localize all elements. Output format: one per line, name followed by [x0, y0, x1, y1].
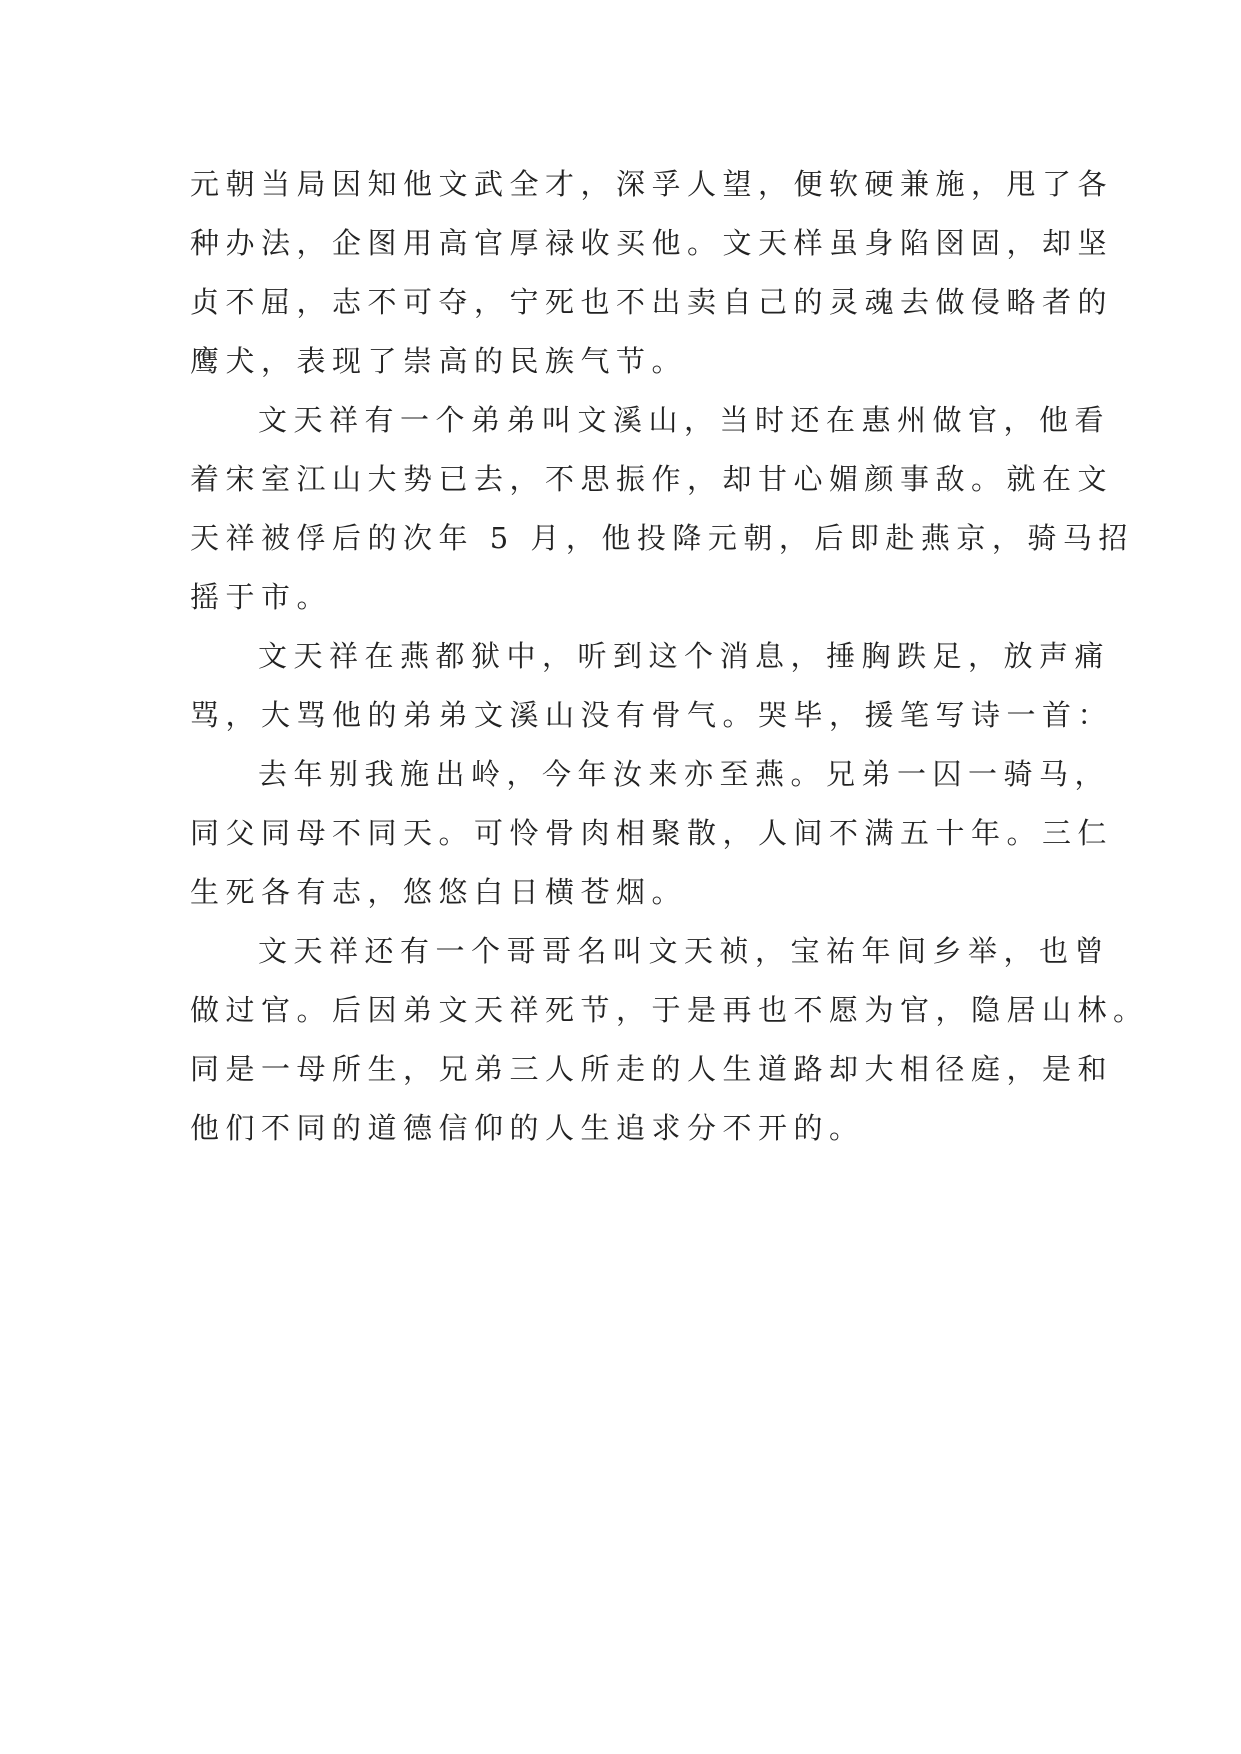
text-line: 鹰犬，表现了崇高的民族气节。 — [190, 344, 688, 378]
text-line: 做过官。后因弟文天祥死节，于是再也不愿为官，隐居山林。 — [190, 993, 1149, 1027]
text-line: 着宋室江山大势已去，不思振作，却甘心媚颜事敌。就在文 — [190, 462, 1114, 496]
body-text — [190, 155, 1149, 1158]
text-line: 天祥被俘后的次年 5 月，他投降元朝，后即赴燕京，骑马招 — [190, 521, 1134, 555]
text-line: 元朝当局因知他文武全才，深孚人望，便软硬兼施，甩了各 — [190, 167, 1114, 201]
poem-line: 同父同母不同天。可怜骨肉相聚散，人间不满五十年。三仁 — [190, 816, 1114, 850]
paragraph-first-line: 文天祥在燕都狱中，听到这个消息，捶胸跌足，放声痛 — [258, 639, 1111, 673]
text-line: 骂，大骂他的弟弟文溪山没有骨气。哭毕，援笔写诗一首： — [190, 698, 1114, 732]
text-line: 贞不屈，志不可夺，宁死也不出卖自己的灵魂去做侵略者的 — [190, 285, 1114, 319]
poem-line: 生死各有志，悠悠白日横苍烟。 — [190, 875, 688, 909]
text-line: 他们不同的道德信仰的人生追求分不开的。 — [190, 1111, 865, 1145]
text-line: 摇于市。 — [190, 580, 333, 614]
text-line: 同是一母所生，兄弟三人所走的人生道路却大相径庭，是和 — [190, 1052, 1114, 1086]
paragraph-first-line: 文天祥有一个弟弟叫文溪山，当时还在惠州做官，他看 — [258, 403, 1111, 437]
paragraph-first-line: 文天祥还有一个哥哥名叫文天祯，宝祐年间乡举，也曾 — [258, 934, 1111, 968]
text-line: 种办法，企图用高官厚禄收买他。文天样虽身陷囹固，却坚 — [190, 226, 1114, 260]
poem-first-line: 去年别我施出岭，今年汝来亦至燕。兄弟一囚一骑马， — [258, 757, 1111, 791]
